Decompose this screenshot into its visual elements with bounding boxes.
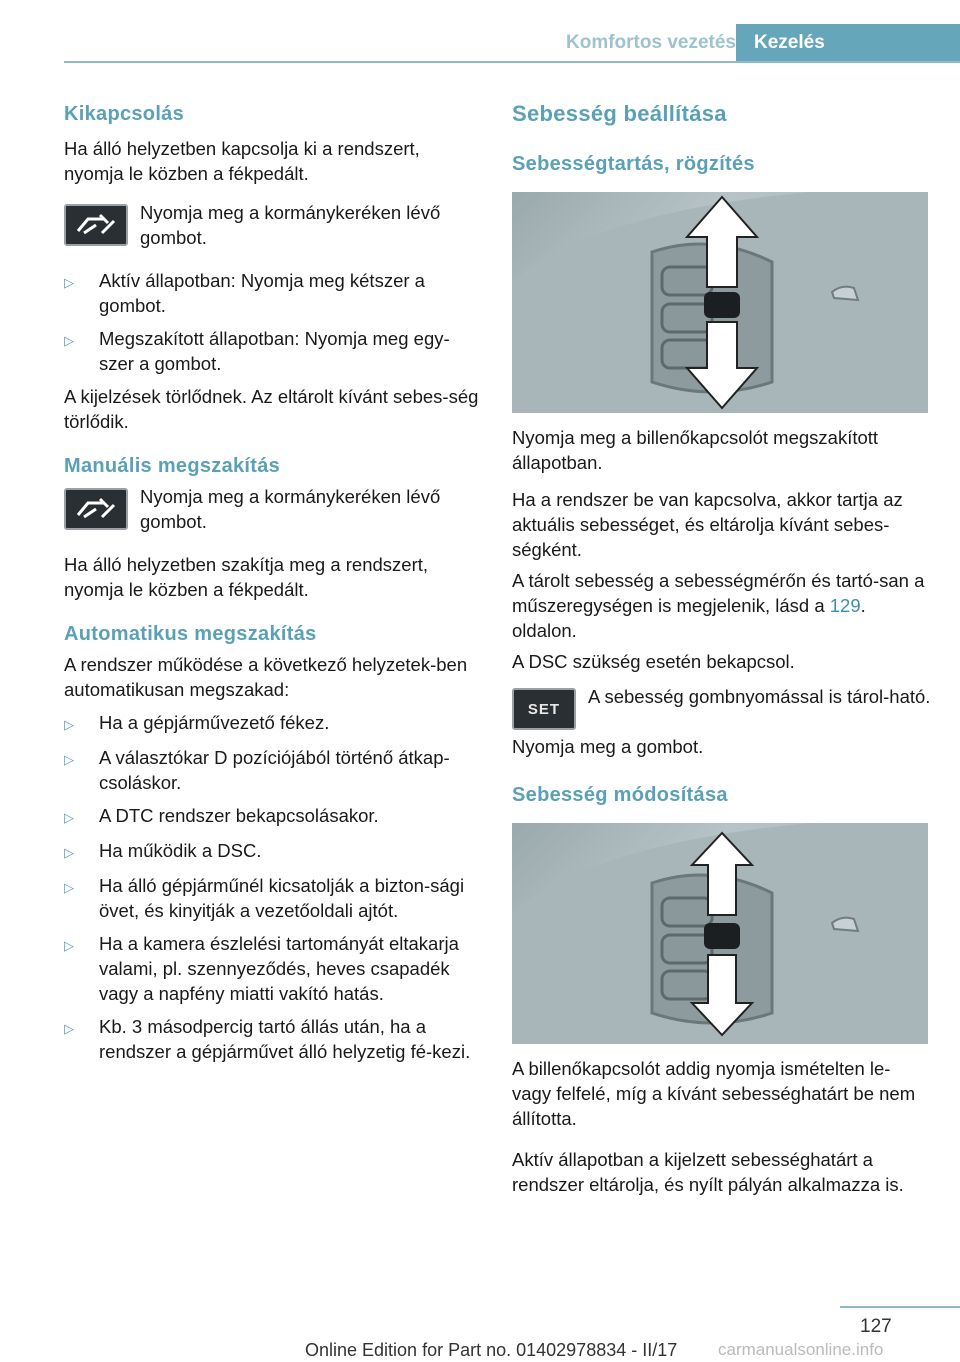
- list-item: [64, 326, 480, 376]
- triangle-bullet-icon: ▷: [64, 333, 74, 348]
- right-column: [512, 100, 932, 1197]
- list-item-text: Ha a kamera észlelési tartományát eltakarja valami, pl. szennyeződés, heves csapadék vagy a napfény miatti vakító hatás.: [99, 933, 459, 1004]
- list-item-text: Megszakított állapotban: Nyomja meg egy-szer a gombot.: [99, 328, 450, 374]
- list-item-text: Aktív állapotban: Nyomja meg kétszer a gombot.: [99, 270, 425, 316]
- list-item: [64, 803, 480, 830]
- triangle-bullet-icon: ▷: [64, 717, 74, 732]
- cruise-control-button-icon: [64, 488, 128, 530]
- list-item-text: A DTC rendszer bekapcsolásakor.: [99, 805, 379, 826]
- list-item-text: Ha a gépjárművezető fékez.: [99, 712, 330, 733]
- list-item: [64, 1014, 480, 1064]
- set-button-icon: [512, 688, 576, 730]
- list-item-text: Ha működik a DSC.: [99, 840, 262, 861]
- paragraph: A billenőkapcsolót addig nyomja ismételten le- vagy felfelé, míg a kívánt sebességhatárt be nem állította.: [512, 1058, 916, 1129]
- paragraph: A kijelzések törlődnek. Az eltárolt kívánt sebes-ség törlődik.: [64, 386, 479, 432]
- heading-kikapcsolas: Kikapcsolás: [64, 103, 185, 125]
- list-item: [64, 268, 480, 318]
- steering-wheel-rocker-switch-image: [512, 192, 928, 413]
- icon-text: Nyomja meg a kormánykeréken lévő gombot.: [140, 202, 441, 248]
- list-item: [64, 873, 480, 923]
- paragraph: Ha álló helyzetben kapcsolja ki a rendszert, nyomja le közben a fékpedált.: [64, 138, 420, 184]
- triangle-bullet-icon: ▷: [64, 275, 74, 290]
- icon-text: A sebesség gombnyomással is tárol-ható.: [588, 686, 931, 707]
- steering-wheel-rocker-switch-image: [512, 823, 928, 1044]
- triangle-bullet-icon: ▷: [64, 752, 74, 767]
- list-item: [64, 931, 480, 1006]
- list-item: [64, 838, 480, 865]
- triangle-bullet-icon: ▷: [64, 880, 74, 895]
- list-item-text: Kb. 3 másodpercig tartó állás után, ha a rendszer a gépjárművet álló helyzetig fé-kezi.: [99, 1016, 471, 1062]
- edition-info: Online Edition for Part no. 01402978834 - II/17: [305, 1340, 678, 1360]
- heading-manualis: Manuális megszakítás: [64, 455, 281, 477]
- page-link[interactable]: 129: [829, 595, 861, 616]
- heading-automatikus: Automatikus megszakítás: [64, 623, 317, 645]
- set-button-label: SET: [527, 700, 561, 718]
- bullet-list: [64, 710, 480, 1064]
- page-number: 127: [860, 1316, 892, 1337]
- list-item-text: Ha álló gépjárműnél kicsatolják a bizton-sági övet, és kinyitják a vezetőoldali ajtót.: [99, 875, 465, 921]
- header-section-tab: Komfortos vezetés: [566, 32, 736, 53]
- paragraph: A DSC szükség esetén bekapcsol.: [512, 651, 795, 672]
- left-column: [64, 100, 480, 1064]
- triangle-bullet-icon: ▷: [64, 845, 74, 860]
- list-item: [64, 710, 480, 737]
- heading-sebesseg-modositasa: Sebesség módosítása: [512, 784, 728, 806]
- heading-sebesseg-beallitasa: Sebesség beállítása: [512, 101, 727, 126]
- cruise-control-button-icon: [64, 204, 128, 246]
- footer-rule: [840, 1306, 960, 1308]
- paragraph: Nyomja meg a gombot.: [512, 736, 704, 757]
- list-item-text: A választókar D pozíciójából történő átkap-csoláskor.: [99, 747, 450, 793]
- icon-text: Nyomja meg a kormánykeréken lévő gombot.: [140, 486, 441, 532]
- paragraph: Ha a rendszer be van kapcsolva, akkor tartja az aktuális sebességet, és eltárolja kívánt sebes-ségként.: [512, 489, 903, 560]
- icon-instruction: [64, 484, 480, 534]
- bullet-list: [64, 268, 480, 376]
- triangle-bullet-icon: ▷: [64, 1021, 74, 1036]
- heading-sebessegtartas: Sebességtartás, rögzítés: [512, 153, 755, 175]
- paragraph: Aktív állapotban a kijelzett sebességhatárt a rendszer eltárolja, és nyílt pályán alkalmazza is.: [512, 1149, 904, 1195]
- paragraph-text: A tárolt sebesség a sebességmérőn és tartó-san a műszeregységen is megjelenik, lásd a: [512, 570, 925, 616]
- triangle-bullet-icon: ▷: [64, 938, 74, 953]
- triangle-bullet-icon: ▷: [64, 810, 74, 825]
- icon-instruction: [512, 684, 932, 730]
- icon-instruction: [64, 200, 480, 250]
- list-item: [64, 745, 480, 795]
- watermark: carmanualsonline.info: [718, 1340, 884, 1359]
- header-active-tab: Kezelés: [736, 24, 960, 61]
- header-rule: [64, 61, 960, 63]
- paragraph-text: . oldalon.: [512, 595, 866, 641]
- paragraph: A rendszer működése a következő helyzetek-ben automatikusan megszakad:: [64, 654, 468, 700]
- paragraph: [512, 568, 932, 643]
- paragraph: Ha álló helyzetben szakítja meg a rendszert, nyomja le közben a fékpedált.: [64, 554, 429, 600]
- paragraph: Nyomja meg a billenőkapcsolót megszakított állapotban.: [512, 427, 879, 473]
